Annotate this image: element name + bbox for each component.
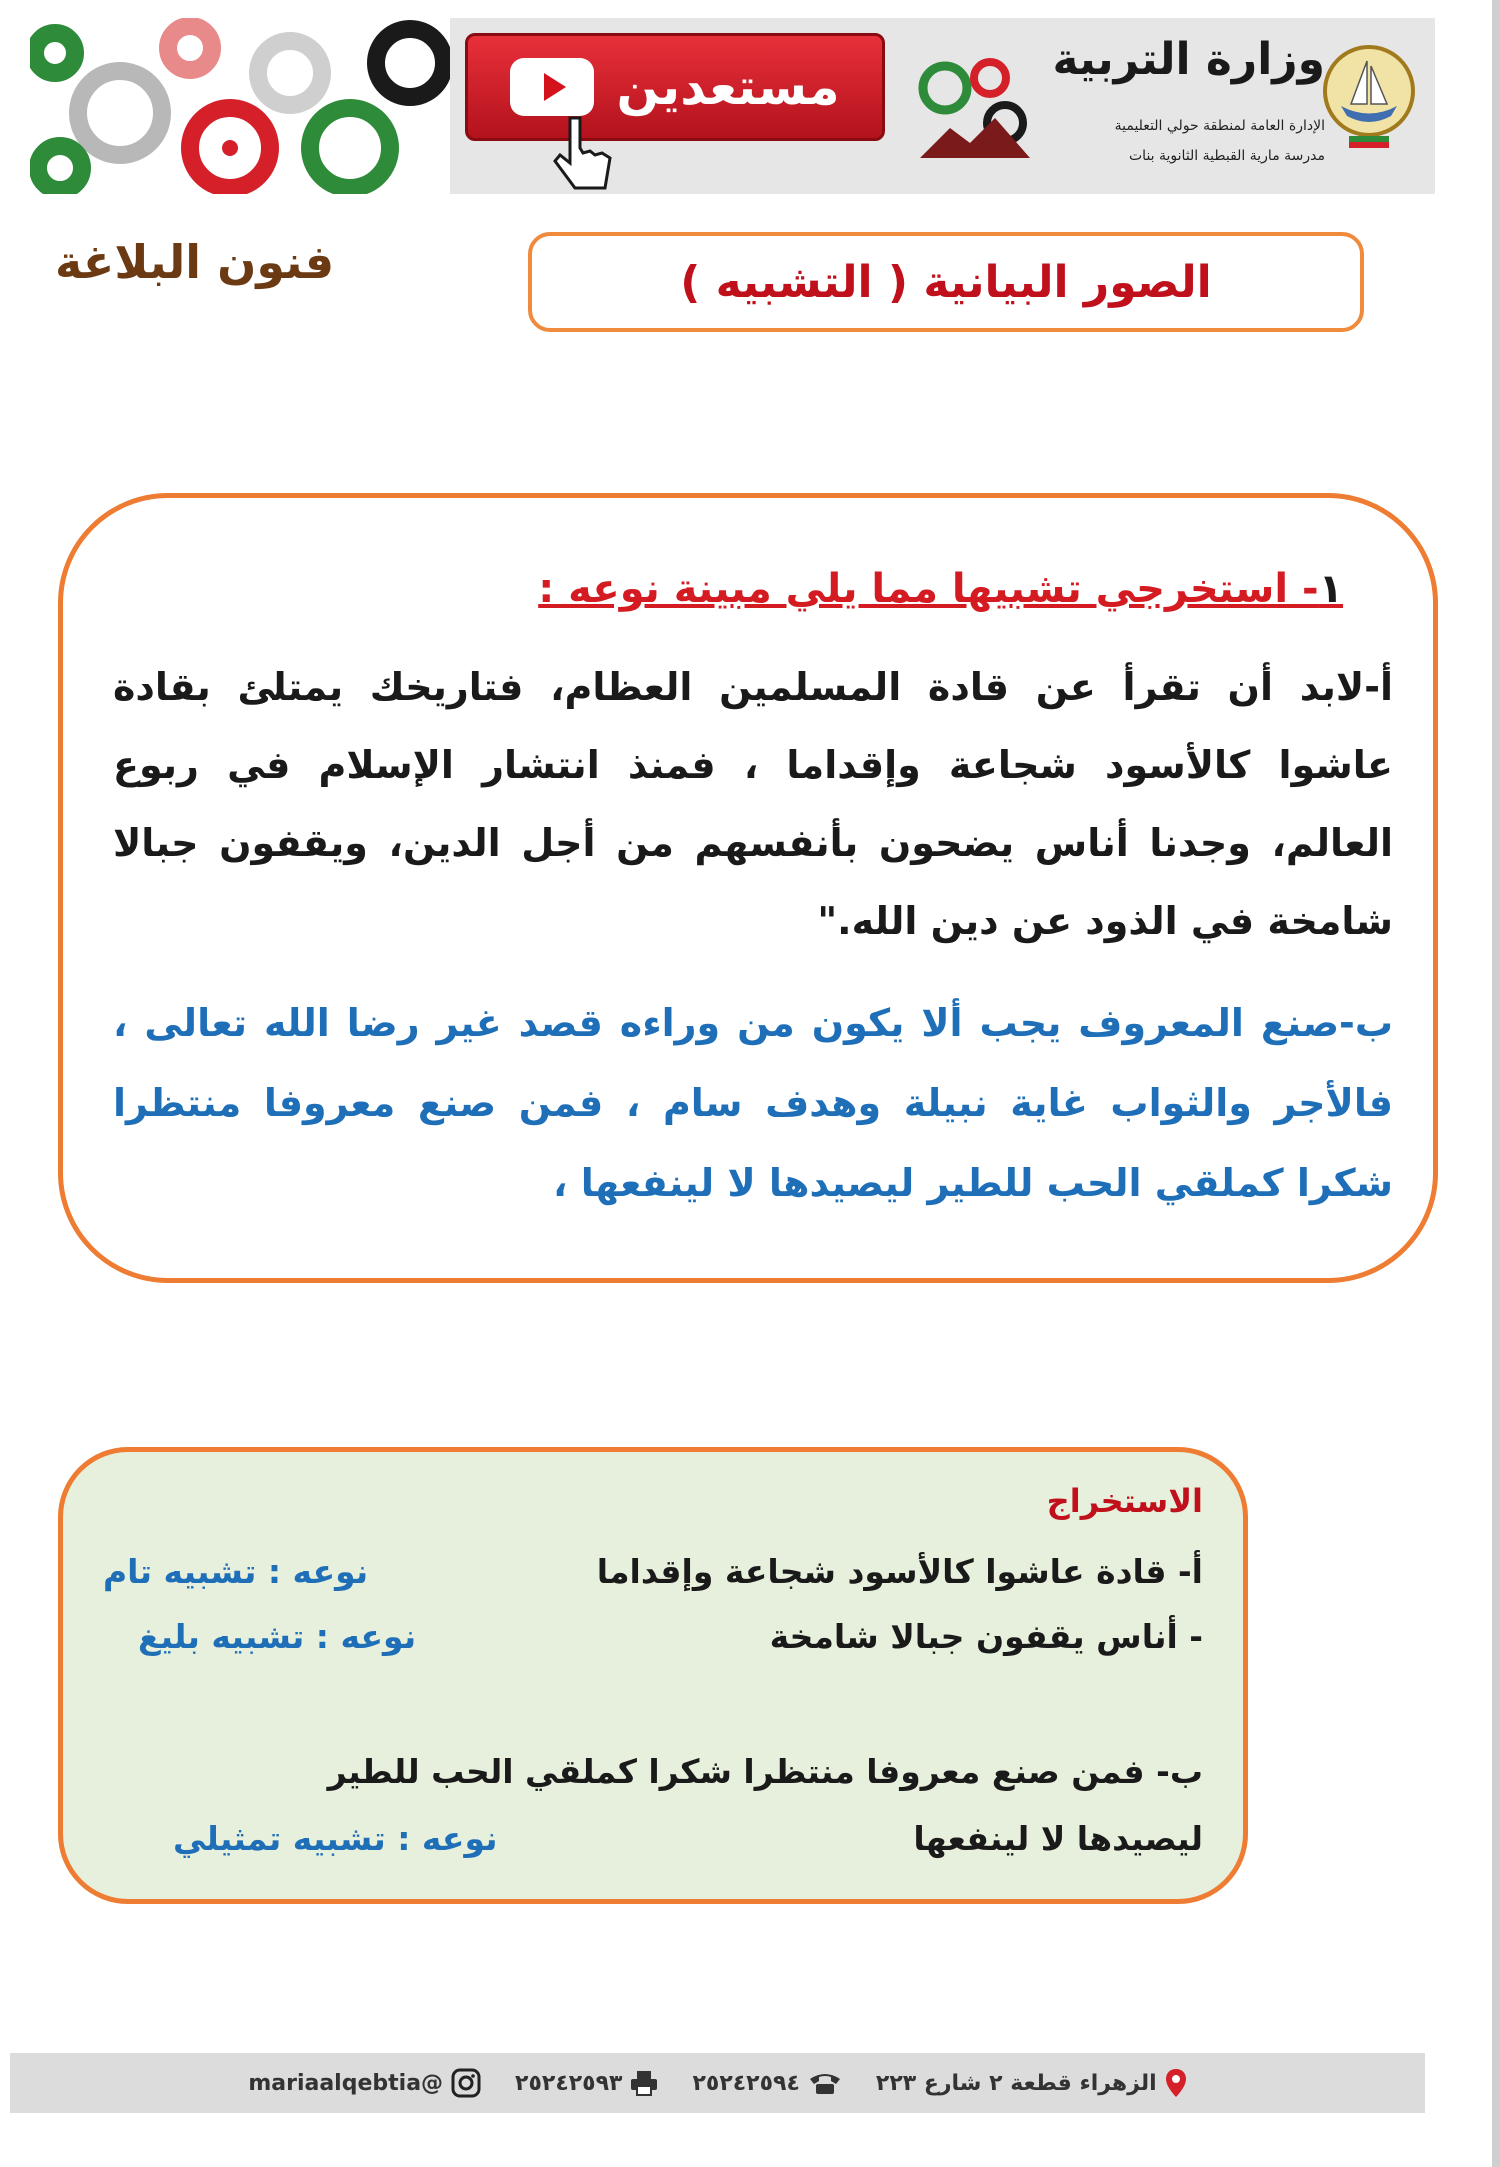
page-edge [1492, 0, 1500, 2167]
answer-heading: الاستخراج [1046, 1482, 1203, 1520]
school-line: مدرسة مارية القبطية الثانوية بنات [1129, 148, 1325, 164]
instagram-icon [451, 2068, 481, 2098]
phone-icon [808, 2071, 842, 2095]
header-banner [30, 18, 1435, 194]
admin-line: الإدارة العامة لمنطقة حولي التعليمية [1114, 118, 1325, 134]
location-pin-icon [1165, 2068, 1187, 2098]
paragraph-b: ب-صنع المعروف يجب ألا يكون من وراءه قصد غير رضا الله تعالى ، فالأجر والثواب غاية نبيلة وهدف سام ، فمن صنع معروفا منتظرا شكرا كملقي الحب للطير ليصيدها لا لينفعها ، [113, 1001, 1393, 1205]
exercise-heading-text: - استخرجي تشبيها مما يلي مبينة نوعه : [538, 566, 1319, 612]
footer-instagram[interactable] [248, 2068, 481, 2098]
footer-phone-text: ٢٥٢٤٢٥٩٤ [692, 2070, 800, 2096]
exercise-box [58, 493, 1438, 1283]
answer-item-1: أ- قادة عاشوا كالأسود شجاعة وإقداما [596, 1552, 1203, 1591]
footer-bar [10, 2053, 1425, 2113]
footer-address [876, 2068, 1187, 2098]
enroll-button[interactable] [465, 33, 885, 141]
footer-fax-text: ٢٥٢٤٢٥٩٣ [515, 2070, 623, 2096]
footer-phone [692, 2071, 841, 2096]
exercise-heading [538, 566, 1343, 612]
ministry-block [900, 18, 1435, 194]
footer-address-text: الزهراء قطعة ٢ شارع ٢٢٣ [875, 2070, 1157, 2096]
kuwait-emblem-icon [1321, 36, 1417, 156]
answer-box [58, 1447, 1248, 1904]
answer-item-4: ليصيدها لا لينفعها [913, 1819, 1203, 1858]
answer-item-3: ب- فمن صنع معروفا منتظرا شكرا كملقي الحب للطير [327, 1752, 1203, 1791]
ministry-title: وزارة التربية [1052, 34, 1325, 85]
play-icon [510, 58, 594, 116]
enroll-label: مستعدين [616, 58, 840, 116]
section-label: فنون البلاغة [55, 235, 335, 289]
answer-item-2: - أناس يقفون جبالا شامخة [769, 1617, 1203, 1656]
hand-cursor-icon [550, 113, 620, 193]
paragraph-a: أ-لابد أن تقرأ عن قادة المسلمين العظام، فتاريخك يمتلئ بقادة عاشوا كالأسود شجاعة وإقداما ، فمنذ انتشار الإسلام في ربوع العالم، وجدنا أناس يضحون بأنفسهم من أجل الدين، ويقفون جبالا شامخة في الذود عن دين الله." [113, 665, 1393, 943]
exercise-number: ١ [1318, 566, 1343, 612]
ministry-logo-gears-icon [910, 48, 1040, 178]
answer-type-4: نوعه : تشبيه تمثيلي [173, 1819, 498, 1858]
printer-icon [630, 2070, 658, 2096]
footer-fax [515, 2070, 658, 2096]
gears-decoration [30, 18, 450, 194]
answer-type-2: نوعه : تشبيه بليغ [138, 1617, 417, 1656]
page-title: الصور البيانية ( التشبيه ) [528, 232, 1364, 332]
footer-instagram-handle: @mariaalqebtia [248, 2070, 444, 2096]
answer-type-1: نوعه : تشبيه تام [103, 1552, 369, 1591]
